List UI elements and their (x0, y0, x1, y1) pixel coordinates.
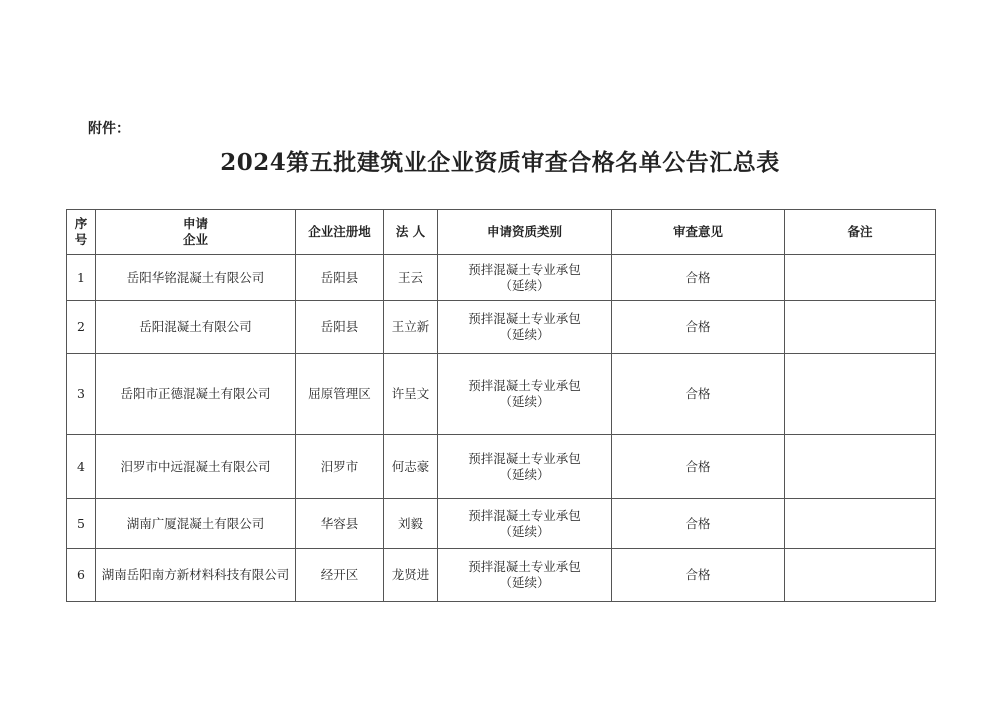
row-company: 岳阳市正德混凝土有限公司 (96, 354, 296, 435)
row-opinion: 合格 (612, 354, 785, 435)
qualification-table (66, 209, 936, 602)
row-remarks (785, 354, 936, 435)
row-qualification (438, 354, 612, 435)
row-legal-person: 王云 (384, 255, 438, 301)
row-qualification-type: 预拌混凝土专业承包 (468, 507, 581, 523)
table-row (67, 499, 936, 549)
attachment-label: 附件： (88, 121, 130, 137)
row-qualification-type: 预拌混凝土专业承包 (468, 311, 581, 326)
header-qualification: 申请资质类别 (438, 210, 612, 255)
row-qualification-type: 预拌混凝土专业承包 (468, 261, 581, 277)
header-location: 企业注册地 (296, 210, 384, 255)
row-remarks (785, 499, 936, 549)
document-title: 2024第五批建筑业企业资质审查合格名单公告汇总表 (220, 149, 780, 176)
row-qualification-note: （延续） (499, 523, 550, 539)
header-seq-line1: 序 (74, 216, 88, 231)
row-qualification-note: （延续） (499, 277, 550, 293)
row-legal-person: 龙贤进 (384, 549, 438, 602)
row-seq: 4 (67, 435, 96, 499)
row-location: 华容县 (296, 499, 384, 549)
row-qualification-note: （延续） (499, 575, 550, 590)
row-remarks (785, 255, 936, 301)
row-qualification-type: 预拌混凝土专业承包 (468, 378, 581, 393)
row-qualification-note: （延续） (499, 466, 550, 482)
header-company-line2: 企业 (182, 232, 208, 247)
row-opinion: 合格 (612, 435, 785, 499)
row-qualification (438, 549, 612, 602)
row-qualification-note: （延续） (499, 327, 550, 342)
row-company: 汨罗市中远混凝土有限公司 (96, 435, 296, 499)
row-seq: 6 (67, 549, 96, 602)
table-row (67, 301, 936, 354)
row-seq: 5 (67, 499, 96, 549)
table-row (67, 354, 936, 435)
row-location: 汨罗市 (296, 435, 384, 499)
table-row (67, 255, 936, 301)
table-header-row (67, 210, 936, 255)
row-remarks (785, 549, 936, 602)
row-legal-person: 刘毅 (384, 499, 438, 549)
row-seq: 3 (67, 354, 96, 435)
row-qualification (438, 301, 612, 354)
table-row (67, 435, 936, 499)
row-legal-person: 许呈文 (384, 354, 438, 435)
row-seq: 1 (67, 255, 96, 301)
row-qualification-note: （延续） (499, 394, 550, 409)
row-company: 岳阳混凝土有限公司 (96, 301, 296, 354)
row-opinion: 合格 (612, 255, 785, 301)
row-seq: 2 (67, 301, 96, 354)
row-opinion: 合格 (612, 549, 785, 602)
header-seq-line2: 号 (74, 232, 88, 247)
row-qualification-type: 预拌混凝土专业承包 (468, 559, 581, 574)
row-company: 湖南岳阳南方新材料科技有限公司 (96, 549, 296, 602)
row-opinion: 合格 (612, 499, 785, 549)
row-legal-person: 何志豪 (384, 435, 438, 499)
header-seq (67, 210, 96, 255)
row-qualification (438, 435, 612, 499)
row-legal-person: 王立新 (384, 301, 438, 354)
header-company (96, 210, 296, 255)
header-legal-person: 法 人 (384, 210, 438, 255)
row-company: 湖南广厦混凝土有限公司 (96, 499, 296, 549)
row-qualification-type: 预拌混凝土专业承包 (468, 450, 581, 466)
header-remarks: 备注 (785, 210, 936, 255)
header-company-line1: 申请 (182, 216, 208, 231)
row-company: 岳阳华铭混凝土有限公司 (96, 255, 296, 301)
row-qualification (438, 499, 612, 549)
row-qualification (438, 255, 612, 301)
row-location: 经开区 (296, 549, 384, 602)
row-opinion: 合格 (612, 301, 785, 354)
row-remarks (785, 435, 936, 499)
row-location: 岳阳县 (296, 255, 384, 301)
header-opinion: 审查意见 (612, 210, 785, 255)
table-row (67, 549, 936, 602)
row-location: 岳阳县 (296, 301, 384, 354)
row-remarks (785, 301, 936, 354)
row-location: 屈原管理区 (296, 354, 384, 435)
